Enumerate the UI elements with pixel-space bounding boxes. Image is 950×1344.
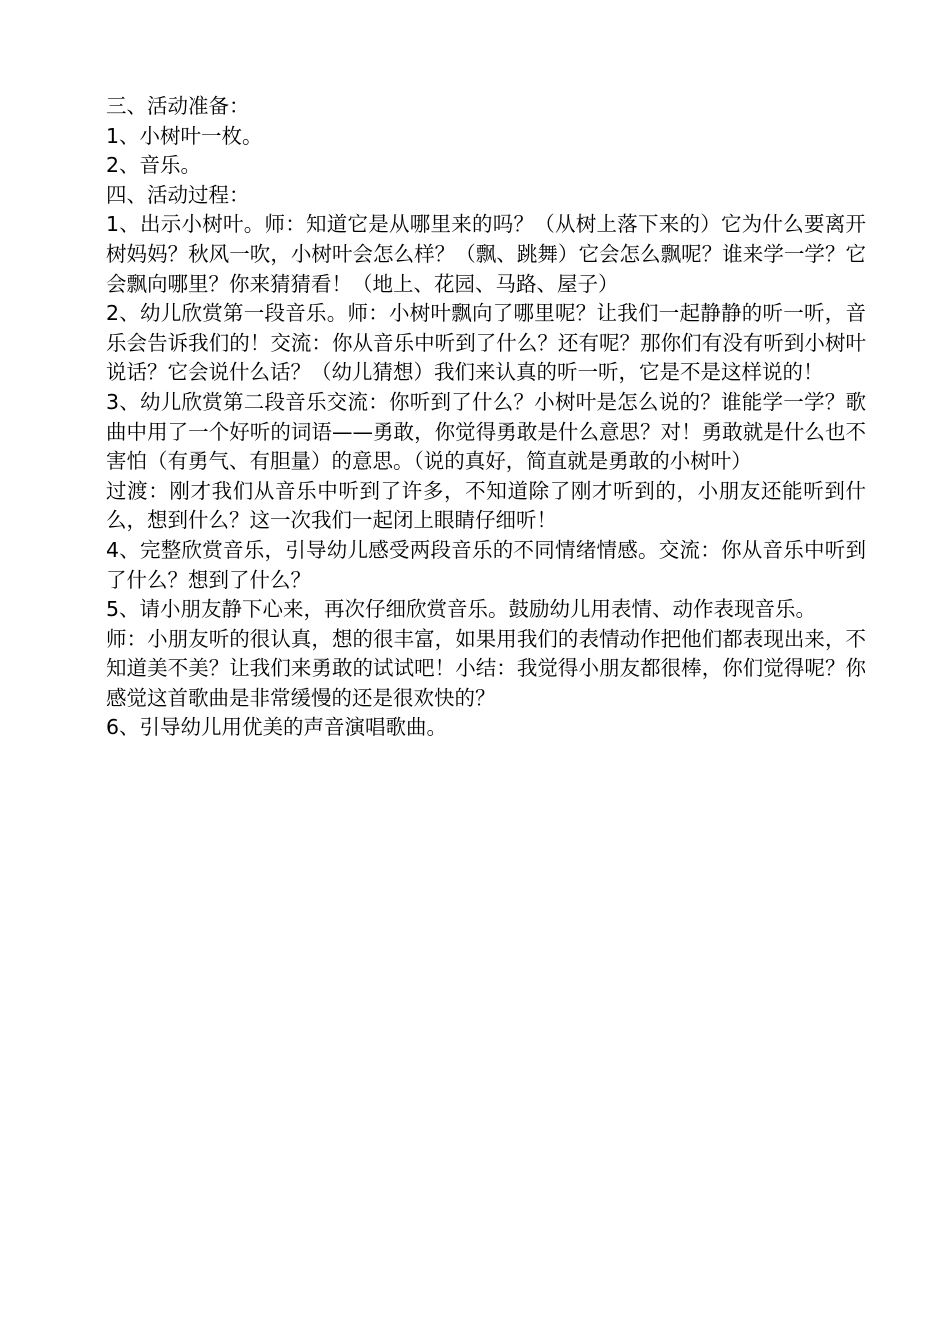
section-heading-process: 四、活动过程： [106, 182, 250, 207]
process-step-3: 3、幼儿欣赏第二段音乐交流：你听到了什么？小树叶是怎么说的？谁能学一学？歌曲中用了一个好听的词语——勇敢，你觉得勇敢是什么意思？对！勇敢就是什么也不害怕（有勇气、有胆量）的意思。（说的真好，简直就是勇敢的小树叶） [106, 389, 866, 474]
process-step-1: 1、出示小树叶。师：知道它是从哪里来的吗？（从树上落下来的）它为什么要离开树妈妈？秋风一吹，小树叶会怎么样？（飘、跳舞）它会怎么飘呢？谁来学一学？它会飘向哪里？你来猜猜看！（地上、花园、马路、屋子） [106, 212, 866, 296]
process-step-2: 2、幼儿欣赏第一段音乐。师：小树叶飘向了哪里呢？让我们一起静静的听一听，音乐会告诉我们的！交流：你从音乐中听到了什么？还有呢？那你们有没有听到小树叶说话？它会说什么话？（幼儿猜想）我们来认真的听一听，它是不是这样说的！ [106, 301, 866, 385]
teacher-summary: 师：小朋友听的很认真，想的很丰富，如果用我们的表情动作把他们都表现出来，不知道美不美？让我们来勇敢的试试吧！小结：我觉得小朋友都很棒，你们觉得呢？你感觉这首歌曲是非常缓慢的还是很欢快的？ [106, 626, 866, 710]
preparation-item-1: 1、小树叶一枚。 [106, 123, 263, 148]
process-transition: 过渡：刚才我们从音乐中听到了许多，不知道除了刚才听到的，小朋友还能听到什么，想到什么？这一次我们一起闭上眼睛仔细听！ [106, 478, 866, 533]
preparation-item-2: 2、音乐。 [106, 153, 202, 178]
section-heading-preparation: 三、活动准备： [106, 94, 250, 118]
process-step-5: 5、请小朋友静下心来，再次仔细欣赏音乐。鼓励幼儿用表情、动作表现音乐。 [106, 597, 817, 622]
process-step-4: 4、完整欣赏音乐，引导幼儿感受两段音乐的不同情绪情感。交流：你从音乐中听到了什么？想到了什么？ [106, 537, 866, 592]
document-page [106, 92, 866, 743]
process-step-6: 6、引导幼儿用优美的声音演唱歌曲。 [106, 715, 448, 740]
